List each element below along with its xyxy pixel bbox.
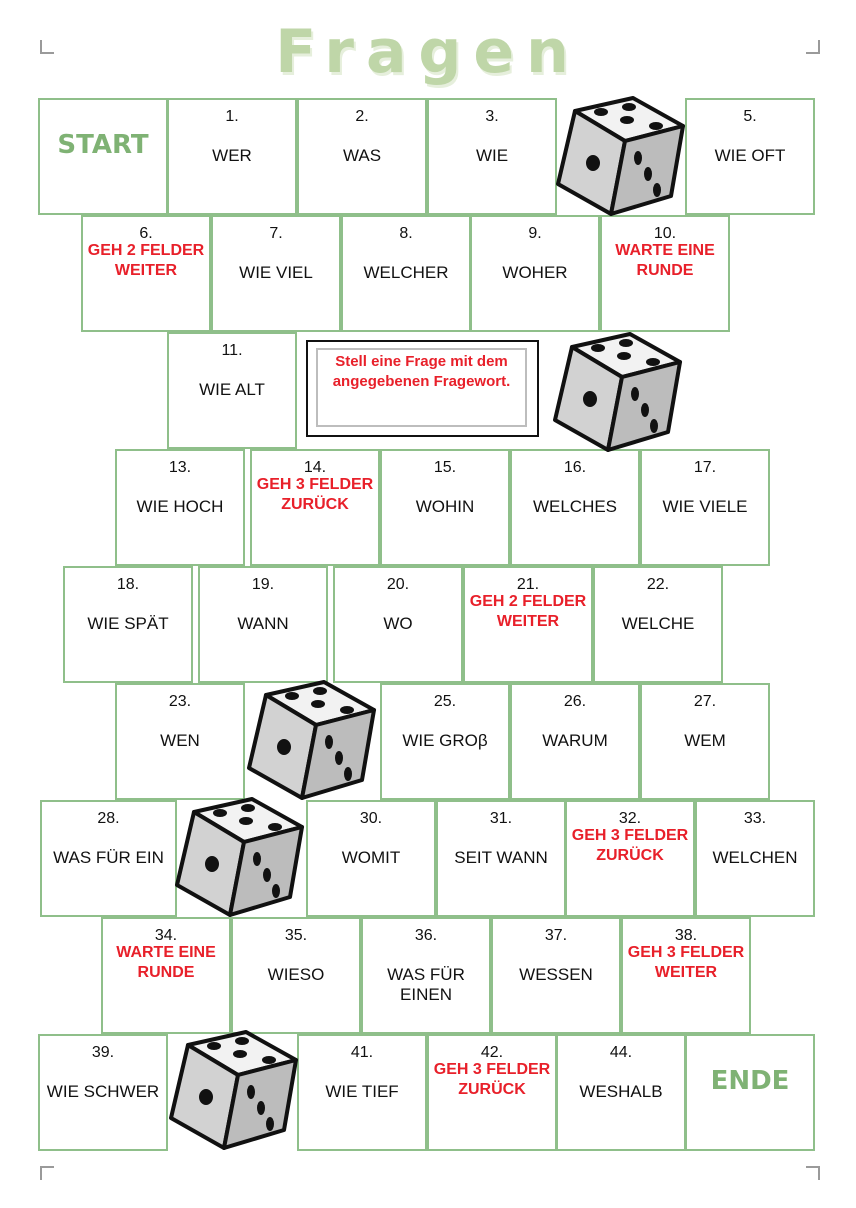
crop-mark	[806, 40, 820, 54]
crop-mark	[40, 40, 54, 54]
field-instruction: GEH 2 FELDER WEITER	[469, 593, 587, 630]
field-question-word: WOHIN	[415, 497, 475, 516]
field-number: 33.	[743, 810, 767, 827]
question-field	[297, 1034, 427, 1151]
field-number: 27.	[693, 693, 717, 710]
question-field	[491, 917, 621, 1034]
die-showing-five-icon	[172, 797, 307, 922]
question-field	[211, 215, 341, 332]
field-question-word: WANN	[237, 614, 289, 633]
page-title: Fragen	[275, 17, 581, 87]
field-number: 6.	[139, 225, 153, 242]
question-field	[427, 98, 557, 215]
instruction-text: Stell eine Frage mit dem angegebenen Fragewort.	[332, 353, 511, 390]
field-instruction: WARTE EINE RUNDE	[116, 944, 216, 981]
field-question-word: WIE GROβ	[402, 731, 488, 750]
question-field	[341, 215, 471, 332]
field-number: 13.	[168, 459, 192, 476]
question-field	[470, 215, 600, 332]
question-field	[167, 98, 297, 215]
field-number: 8.	[399, 225, 413, 242]
field-number: 34.	[154, 927, 178, 944]
field-question-word: WELCHE	[621, 614, 695, 633]
question-field	[556, 1034, 686, 1151]
field-number: 21.	[516, 576, 540, 593]
action-field	[600, 215, 730, 332]
question-field	[695, 800, 815, 917]
start-field	[38, 98, 168, 215]
field-number: 36.	[414, 927, 438, 944]
field-instruction: GEH 3 FELDER WEITER	[627, 944, 745, 981]
field-number: 22.	[646, 576, 670, 593]
question-field	[510, 449, 640, 566]
field-number: 20.	[386, 576, 410, 593]
field-number: 42.	[480, 1044, 504, 1061]
field-question-word: WELCHEN	[712, 848, 798, 867]
field-number: 3.	[485, 108, 499, 125]
question-field	[685, 98, 815, 215]
field-number: 25.	[433, 693, 457, 710]
field-instruction: GEH 3 FELDER ZURÜCK	[571, 827, 689, 864]
field-question-word: WER	[212, 146, 252, 165]
die-showing-five-icon	[244, 680, 379, 805]
field-number: 44.	[609, 1044, 633, 1061]
question-field	[640, 449, 770, 566]
question-field	[306, 800, 436, 917]
field-question-word: WIE OFT	[714, 146, 786, 165]
question-field	[198, 566, 328, 683]
field-question-word: SEIT WANN	[454, 848, 548, 867]
field-number: 11.	[221, 342, 243, 359]
start-label: START	[57, 130, 149, 160]
question-field	[38, 1034, 168, 1151]
question-field	[510, 683, 640, 800]
question-field	[63, 566, 193, 683]
field-number: 17.	[693, 459, 717, 476]
field-question-word: WIESO	[267, 965, 325, 984]
field-question-word: WIE VIEL	[239, 263, 313, 282]
question-field	[333, 566, 463, 683]
action-field	[81, 215, 211, 332]
field-question-word: WO	[383, 614, 413, 633]
question-field	[436, 800, 566, 917]
field-question-word: WAS FÜR EIN	[53, 848, 164, 867]
field-question-word: WELCHER	[363, 263, 449, 282]
field-question-word: WIE	[475, 146, 509, 165]
field-number: 28.	[97, 810, 120, 827]
field-question-word: WIE ALT	[199, 380, 265, 399]
field-number: 15.	[433, 459, 457, 476]
field-number: 37.	[544, 927, 568, 944]
field-number: 19.	[251, 576, 275, 593]
field-number: 18.	[116, 576, 140, 593]
question-field	[167, 332, 297, 449]
field-question-word: WELCHES	[532, 497, 618, 516]
question-field	[115, 449, 245, 566]
crop-mark	[40, 1166, 54, 1180]
action-field	[427, 1034, 557, 1151]
field-question-word: WIE TIEF	[325, 1082, 399, 1101]
instruction-inner-frame	[316, 348, 527, 427]
field-question-word: WESHALB	[579, 1082, 663, 1101]
question-field	[380, 449, 510, 566]
question-field	[115, 683, 245, 800]
field-number: 10.	[653, 225, 677, 242]
field-number: 35.	[284, 927, 308, 944]
field-question-word: WAS	[342, 146, 382, 165]
field-question-word: WOMIT	[341, 848, 401, 867]
action-field	[250, 449, 380, 566]
field-number: 41.	[350, 1044, 374, 1061]
action-field	[621, 917, 751, 1034]
field-question-word: WIE HOCH	[136, 497, 224, 516]
die-showing-five-icon	[553, 96, 688, 221]
question-field	[361, 917, 491, 1034]
question-field	[593, 566, 723, 683]
field-instruction: GEH 3 FELDER ZURÜCK	[433, 1061, 551, 1098]
field-number: 23.	[168, 693, 192, 710]
action-field	[463, 566, 593, 683]
action-field	[101, 917, 231, 1034]
action-field	[565, 800, 695, 917]
question-field	[640, 683, 770, 800]
field-number: 14.	[303, 459, 327, 476]
field-question-word: WARUM	[542, 731, 608, 750]
field-number: 26.	[563, 693, 587, 710]
field-question-word: WIE SCHWER	[46, 1082, 160, 1101]
field-number: 1.	[225, 108, 239, 125]
field-question-word: WEM	[684, 731, 726, 750]
field-number: 32.	[618, 810, 642, 827]
question-field	[231, 917, 361, 1034]
field-question-word: WAS FÜR EINEN	[387, 965, 465, 1004]
field-question-word: WIE SPÄT	[87, 614, 169, 633]
field-number: 31.	[489, 810, 513, 827]
field-question-word: WIE VIELE	[662, 497, 748, 516]
field-number: 30.	[359, 810, 383, 827]
field-number: 7.	[269, 225, 283, 242]
field-number: 38.	[674, 927, 698, 944]
field-instruction: WARTE EINE RUNDE	[615, 242, 715, 279]
question-field	[380, 683, 510, 800]
field-instruction: GEH 3 FELDER ZURÜCK	[256, 476, 374, 513]
field-number: 9.	[528, 225, 542, 242]
end-label: ENDE	[710, 1066, 790, 1096]
field-question-word: WESSEN	[519, 965, 593, 984]
question-field	[297, 98, 427, 215]
instruction-box	[306, 340, 539, 437]
field-number: 5.	[743, 108, 757, 125]
field-question-word: WEN	[160, 731, 200, 750]
field-number: 39.	[91, 1044, 115, 1061]
question-field	[40, 800, 177, 917]
field-instruction: GEH 2 FELDER WEITER	[87, 242, 205, 279]
die-showing-five-icon	[550, 332, 685, 457]
field-question-word: WOHER	[502, 263, 568, 282]
end-field	[685, 1034, 815, 1151]
crop-mark	[806, 1166, 820, 1180]
field-number: 2.	[355, 108, 369, 125]
field-number: 16.	[563, 459, 587, 476]
die-showing-five-icon	[166, 1030, 301, 1155]
